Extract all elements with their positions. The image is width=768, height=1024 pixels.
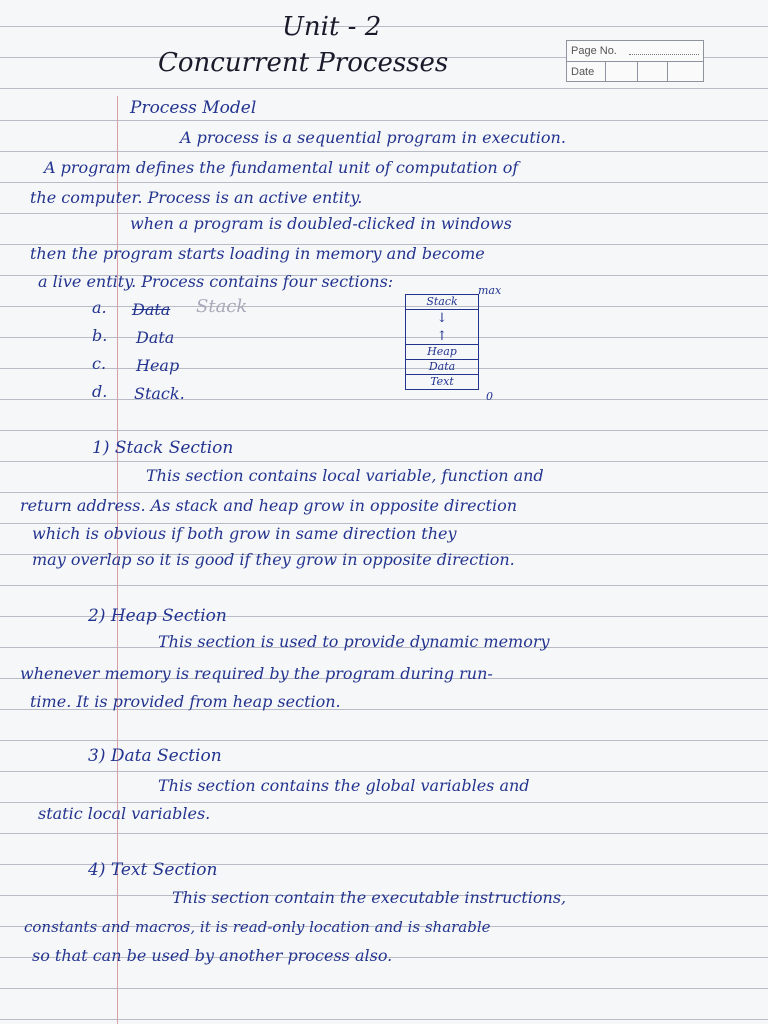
text-line: A program defines the fundamental unit of computation of xyxy=(44,158,519,177)
list-item: Data xyxy=(136,328,175,347)
data-section-heading: 3) Data Section xyxy=(88,746,222,766)
diagram-free-space xyxy=(405,310,479,344)
max-label: max xyxy=(478,284,502,297)
text-line: return address. As stack and heap grow in opposite direction xyxy=(20,496,518,515)
list-item: Heap xyxy=(136,356,180,375)
list-marker: a. xyxy=(92,298,107,317)
text-line: A process is a sequential program in execution. xyxy=(180,128,566,147)
list-item: Stack. xyxy=(134,384,185,403)
date-row xyxy=(567,61,703,82)
text-line: constants and macros, it is read-only location and is sharable xyxy=(24,918,491,936)
diagram-stack: Stack xyxy=(405,294,479,310)
down-arrow-icon: ↓ xyxy=(436,311,448,326)
text-line: This section contain the executable instructions, xyxy=(172,888,567,907)
date-label: Date xyxy=(571,66,595,78)
heap-section-heading: 2) Heap Section xyxy=(88,606,227,626)
text-line: the computer. Process is an active entity. xyxy=(30,188,363,207)
text-line: then the program starts loading in memory and become xyxy=(30,244,485,263)
date-cell-divider xyxy=(667,62,668,82)
diagram-text: Text xyxy=(405,375,479,390)
text-line: when a program is doubled-clicked in windows xyxy=(130,214,512,233)
page-no-blank xyxy=(629,54,699,55)
text-line: which is obvious if both grow in same direction they xyxy=(32,524,457,543)
unit-heading: Unit - 2 xyxy=(282,12,382,42)
text-line: so that can be used by another process also. xyxy=(32,946,393,965)
list-marker: d. xyxy=(92,382,108,401)
date-cell-divider xyxy=(637,62,638,82)
date-cell-divider xyxy=(605,62,606,82)
diagram-data: Data xyxy=(405,360,479,375)
text-line: whenever memory is required by the program during run- xyxy=(20,664,493,683)
list-marker: b. xyxy=(92,326,108,345)
list-item-struck: Data xyxy=(132,300,171,319)
memory-layout-diagram xyxy=(405,294,479,390)
process-model-heading: Process Model xyxy=(130,98,257,118)
up-arrow-icon: ↑ xyxy=(436,329,448,344)
diagram-heap: Heap xyxy=(405,344,479,360)
text-line: This section is used to provide dynamic memory xyxy=(158,632,550,651)
list-item-faint: Stack xyxy=(196,296,248,317)
text-line: a live entity. Process contains four sections: xyxy=(38,272,394,291)
text-line: may overlap so it is good if they grow in opposite direction. xyxy=(32,550,515,569)
text-line: This section contains local variable, function and xyxy=(146,466,544,485)
list-marker: c. xyxy=(92,354,107,373)
stack-section-heading: 1) Stack Section xyxy=(92,438,234,458)
page-no-label: Page No. xyxy=(571,45,617,57)
page-title: Concurrent Processes xyxy=(158,48,449,78)
text-line: This section contains the global variables and xyxy=(158,776,530,795)
page-no-row xyxy=(567,41,703,61)
zero-label: 0 xyxy=(486,390,493,403)
text-section-heading: 4) Text Section xyxy=(88,860,218,880)
text-line: time. It is provided from heap section. xyxy=(30,692,341,711)
text-line: static local variables. xyxy=(38,804,211,823)
page-date-box xyxy=(566,40,704,82)
